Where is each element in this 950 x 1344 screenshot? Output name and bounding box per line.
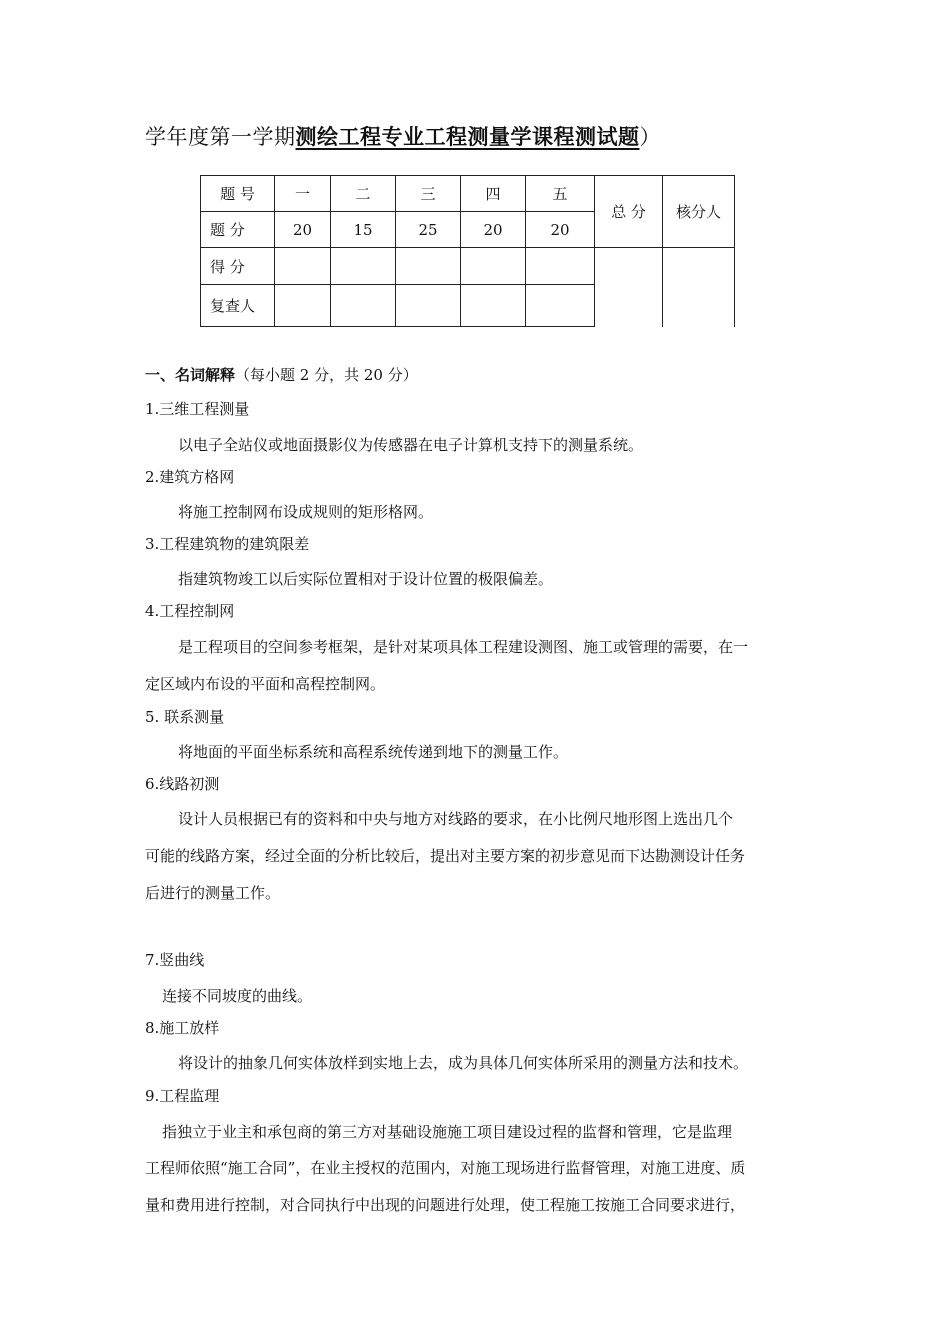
points-cell: 25 <box>396 212 461 248</box>
reviewer-cell <box>396 285 461 327</box>
term-title: 8.施工放样 <box>145 1019 220 1037</box>
row-label-reviewer: 复查人 <box>201 285 275 327</box>
title-prefix: 学年度第一学期 <box>145 125 296 149</box>
question-header: 四 <box>461 176 526 212</box>
row-label-question-no: 题 号 <box>201 176 275 212</box>
term-title: 9.工程监理 <box>145 1087 220 1105</box>
term-title: 3.工程建筑物的建筑限差 <box>145 535 310 553</box>
section-heading <box>145 364 418 385</box>
checker-header: 核分人 <box>663 176 735 248</box>
term-title: 5. 联系测量 <box>145 708 225 726</box>
score-cell <box>461 248 526 285</box>
score-table <box>200 175 735 327</box>
reviewer-cell <box>461 285 526 327</box>
title-course: 测绘工程专业工程测量学课程测试题 <box>295 124 640 149</box>
term-definition: 量和费用进行控制，对合同执行中出现的问题进行处理，使工程施工按施工合同要求进行， <box>145 1196 746 1214</box>
term-definition: 指建筑物竣工以后实际位置相对于设计位置的极限偏差。 <box>178 570 554 588</box>
term-title: 4.工程控制网 <box>145 602 235 620</box>
points-cell: 15 <box>331 212 396 248</box>
row-label-score: 得 分 <box>201 248 275 285</box>
exam-title <box>145 122 661 152</box>
score-cell <box>275 248 331 285</box>
total-score-cell <box>595 248 663 327</box>
reviewer-cell <box>526 285 595 327</box>
term-definition: 连接不同坡度的曲线。 <box>162 987 313 1005</box>
term-title: 6.线路初测 <box>145 775 220 793</box>
term-definition: 将施工控制网布设成规则的矩形格网。 <box>178 503 434 521</box>
checker-cell <box>663 248 735 327</box>
term-definition: 指独立于业主和承包商的第三方对基础设施施工项目建设过程的监督和管理，它是监理 <box>162 1123 733 1141</box>
section-heading-note: （每小题 2 分，共 20 分） <box>235 366 418 384</box>
row-label-points: 题 分 <box>201 212 275 248</box>
term-title: 1.三维工程测量 <box>145 400 250 418</box>
term-definition: 可能的线路方案，经过全面的分析比较后，提出对主要方案的初步意见而下达勘测设计任务 <box>145 847 746 865</box>
term-title: 2.建筑方格网 <box>145 468 235 486</box>
question-header: 二 <box>331 176 396 212</box>
section-heading-title: 一、名词解释 <box>145 366 236 384</box>
question-header: 五 <box>526 176 595 212</box>
term-definition: 后进行的测量工作。 <box>145 884 281 902</box>
reviewer-cell <box>275 285 331 327</box>
term-definition: 工程师依照“施工合同”，在业主授权的范围内，对施工现场进行监督管理，对施工进度、质 <box>145 1159 746 1177</box>
term-definition: 是工程项目的空间参考框架，是针对某项具体工程建设测图、施工或管理的需要，在一 <box>178 638 749 656</box>
term-definition: 将设计的抽象几何实体放样到实地上去，成为具体几何实体所采用的测量方法和技术。 <box>178 1054 749 1072</box>
points-cell: 20 <box>275 212 331 248</box>
total-score-header: 总 分 <box>595 176 663 248</box>
score-cell <box>526 248 595 285</box>
title-suffix: ） <box>639 125 661 149</box>
points-cell: 20 <box>526 212 595 248</box>
score-cell <box>396 248 461 285</box>
term-definition: 设计人员根据已有的资料和中央与地方对线路的要求，在小比例尺地形图上选出几个 <box>178 810 734 828</box>
score-cell <box>331 248 396 285</box>
term-title: 7.竖曲线 <box>145 951 205 969</box>
question-header: 三 <box>396 176 461 212</box>
term-definition: 将地面的平面坐标系统和高程系统传递到地下的测量工作。 <box>178 743 569 761</box>
term-definition: 定区域内布设的平面和高程控制网。 <box>145 675 386 693</box>
reviewer-cell <box>331 285 396 327</box>
question-header: 一 <box>275 176 331 212</box>
points-cell: 20 <box>461 212 526 248</box>
term-definition: 以电子全站仪或地面摄影仪为传感器在电子计算机支持下的测量系统。 <box>178 436 644 454</box>
